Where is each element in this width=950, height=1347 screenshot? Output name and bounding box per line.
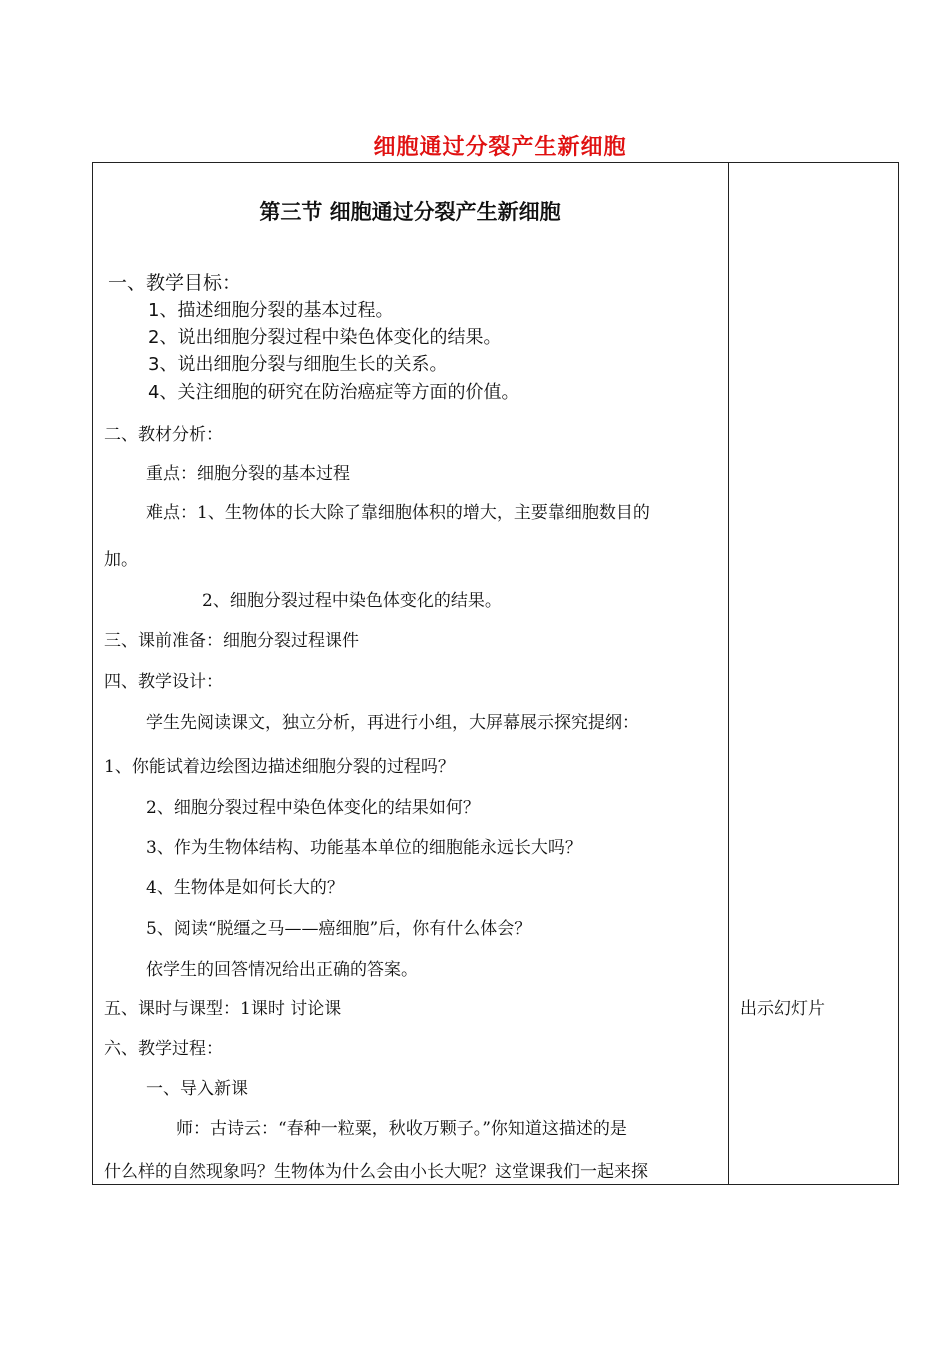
question-item: 1、你能试着边绘图边描述细胞分裂的过程吗？ [104,757,455,777]
difficulty-item: 2、细胞分裂过程中染色体变化的结果。 [202,591,502,611]
difficulty-line: 加。 [104,550,138,570]
process-step: 一、导入新课 [146,1079,248,1099]
design-intro: 学生先阅读课文，独立分析，再进行小组，大屏幕展示探究提纲： [146,713,639,733]
goal-item: 3、说出细胞分裂与细胞生长的关系。 [148,354,448,375]
difficulty-line: 难点：1、生物体的长大除了靠细胞体积的增大，主要靠细胞数目的 [146,503,650,523]
column-divider [728,162,729,1185]
section-title: 第三节 细胞通过分裂产生新细胞 [259,200,561,224]
question-item: 5、阅读“脱缰之马——癌细胞”后，你有什么体会？ [146,919,532,939]
key-point: 重点：细胞分裂的基本过程 [146,464,350,484]
goal-item: 4、关注细胞的研究在防治癌症等方面的价值。 [148,382,520,403]
goal-item: 1、描述细胞分裂的基本过程。 [148,300,394,321]
analysis-heading: 二、教材分析： [104,425,223,445]
design-heading: 四、教学设计： [104,672,223,692]
goals-heading: 一、教学目标： [108,272,242,294]
goal-item: 2、说出细胞分裂过程中染色体变化的结果。 [148,327,502,348]
question-item: 4、生物体是如何长大的？ [146,878,344,898]
side-note: 出示幻灯片 [740,999,825,1019]
question-item: 2、细胞分裂过程中染色体变化的结果如何？ [146,798,480,818]
prep-line: 三、课前准备：细胞分裂过程课件 [104,631,359,651]
lesson-type: 五、课时与课型：1课时 讨论课 [104,999,342,1019]
answer-note: 依学生的回答情况给出正确的答案。 [146,960,418,980]
document-title: 细胞通过分裂产生新细胞 [373,135,627,160]
teacher-line: 师：古诗云：“春种一粒粟，秋收万颗子。”你知道这描述的是 [176,1119,627,1139]
question-item: 3、作为生物体结构、功能基本单位的细胞能永远长大吗？ [146,838,582,858]
process-heading: 六、教学过程： [104,1039,223,1059]
teacher-line: 什么样的自然现象吗？生物体为什么会由小长大呢？这堂课我们一起来探 [104,1162,648,1182]
